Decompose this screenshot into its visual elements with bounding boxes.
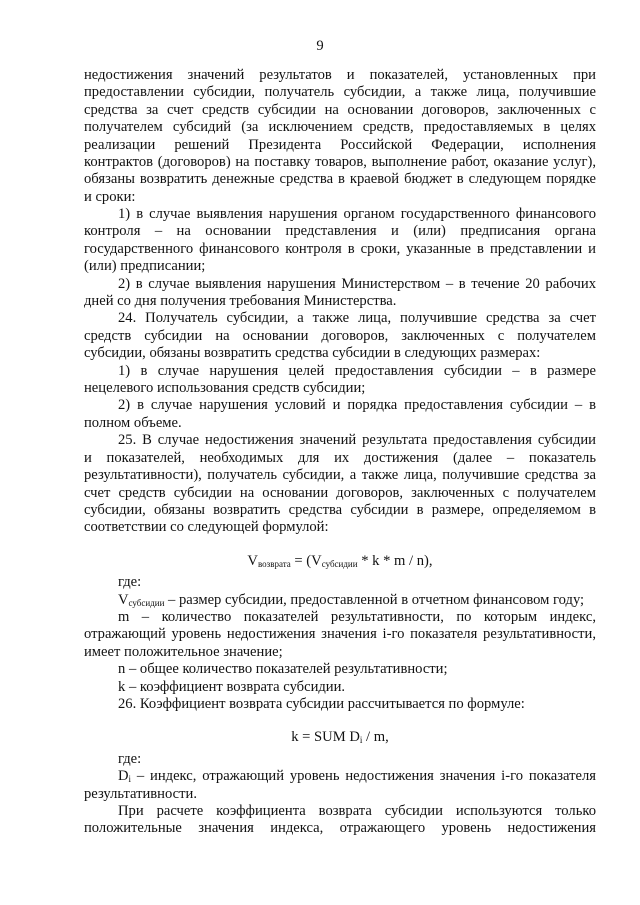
text-line: 1) в случае нарушения целей предоставления субсидии – в размере [118,362,596,379]
text-line: m – количество показателей результативности, по которым индекс, [118,608,596,625]
where-label: где: [118,574,142,591]
text-line: соответствии со следующей формулой: [84,519,329,536]
definition-k: k – коэффициент возврата субсидии. [118,678,346,695]
text-line: полном объеме. [84,414,182,431]
text-line: 25. В случае недостижения значений результата предоставления субсидии [118,432,596,449]
text-line: счет средств субсидии на основании договоров, заключенных с получателем [84,484,596,501]
formula-text: = (V [290,552,322,569]
definition-d [84,768,596,803]
text-line: отражающий уровень недостижения значения i-го показателя результативности, [84,626,596,643]
definition-m [84,609,596,661]
text-line: положительные значения индекса, отражающего уровень недостижения [84,820,596,837]
definition-text: – индекс, отражающий уровень недостижения значения i-го показателя [131,768,596,785]
paragraph-23-continuation [84,67,596,206]
text-line: получателем субсидий (за исключением средств, предоставляемых в целях [84,119,596,136]
formula-text: / m, [362,729,389,746]
text-line: предоставлении субсидии, получатель субсидии, а также лица, получившие [84,84,596,101]
text-line: реализации решений Президента Российской Федерации, исполнения [84,136,596,153]
text-line: контрактов (договоров) на поставку товаров, выполнение работ, оказание услуг), [84,154,596,171]
paragraph-24-item-2 [84,397,596,432]
text-line: недостижения значений результатов и показателей, установленных при [84,67,596,83]
text-line: результативности), получатель субсидии, а также лица, получившие средства за [84,467,596,484]
page-number: 9 [316,38,324,54]
text-line [84,592,596,609]
definition-v-subsidii [84,592,596,609]
text-line: 2) в случае выявления нарушения Министерством – в течение 20 рабочих [118,275,596,292]
formula-symbol: V [247,552,258,569]
closing-paragraph [84,803,596,838]
formula-subscript: возврата [257,558,291,569]
text-line: 1) в случае выявления нарушения органом государственного финансового [118,206,596,222]
text-line: нецелевого использования средств субсидии; [84,380,366,397]
formula-subscript: субсидии [321,558,358,569]
paragraph-25 [84,432,596,536]
subscript: i [128,774,132,785]
list-item-2 [84,276,596,311]
paragraph-24 [84,310,596,362]
text-line: средства за счет средств субсидии на основании договоров, заключенных с [84,101,596,118]
text-line: и показателей, необходимых для их достижения (далее – показатель [84,449,596,466]
formula-k [84,729,596,746]
text-line: средств субсидии на основании договоров, заключенных с получателем [84,327,596,344]
text-line: дней со дня получения требования Министерства. [84,293,397,310]
text-line: субсидии, обязаны возвратить средства субсидии в следующих размерах: [84,345,541,362]
text-line: 24. Получатель субсидии, а также лица, получившие средства за счет [118,310,596,327]
symbol: V [118,591,129,608]
definition-n: n – общее количество показателей результативности; [118,661,448,678]
paragraph-24-item-1 [84,363,596,398]
formula-text: k = SUM D [291,729,360,746]
text-line: имеет положительное значение; [84,643,283,660]
formula-subscript: i [359,735,363,746]
text-line: результативности. [84,785,197,802]
text-line: субсидии, обязаны возвратить средства субсидии в размере, определяемом в [84,501,596,518]
formula-text: * k * m / n), [357,552,433,569]
text-line: При расчете коэффициента возврата субсидии используются только [118,803,596,819]
list-item-1 [84,206,596,276]
text-line: и сроки: [84,188,136,205]
text-line: (или) предписании; [84,258,206,275]
subscript: субсидии [128,597,165,608]
document-body [84,67,596,838]
text-line: 2) в случае нарушения условий и порядка предоставления субсидии – в [118,397,596,414]
definition-text: – размер субсидии, предоставленной в отчетном финансовом году; [164,591,585,608]
text-line: контроля – на основании представления и (или) предписания органа [84,223,596,240]
text-line: обязаны возвратить денежные средства в краевой бюджет в следующем порядке [84,171,596,188]
text-line: государственного финансового контроля в сроки, указанные в представлении и [84,240,596,257]
where-label-2: где: [118,750,142,767]
formula-vozvrata [84,553,596,570]
paragraph-26: 26. Коэффициент возврата субсидии рассчитывается по формуле: [118,695,525,712]
text-line [84,768,596,785]
symbol: D [118,768,129,785]
